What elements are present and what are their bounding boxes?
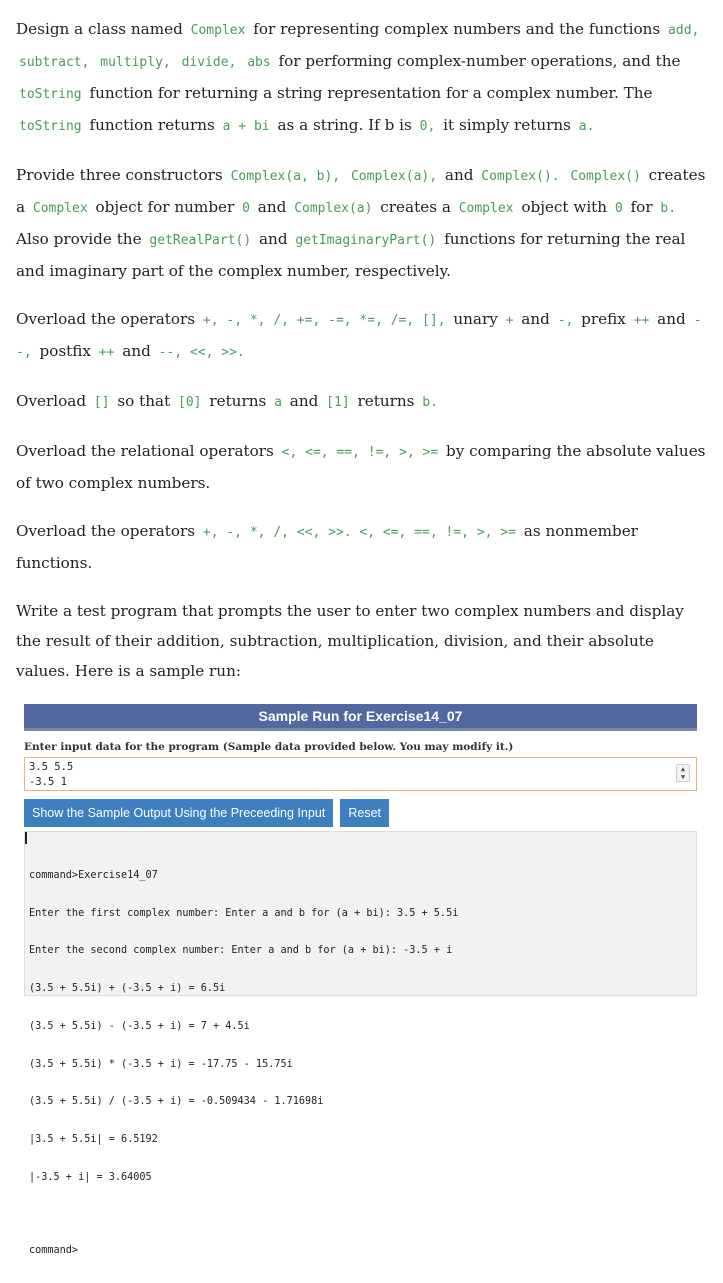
spinner-icon[interactable]: ▲ ▼ bbox=[676, 764, 690, 782]
code-token: ++ bbox=[98, 345, 115, 360]
text: and bbox=[516, 310, 555, 328]
text: Design a class named bbox=[16, 20, 188, 38]
input-line: -3.5 1 bbox=[29, 776, 67, 788]
code-token: a + bi bbox=[222, 119, 270, 134]
code-token: b. bbox=[660, 201, 677, 216]
code-token: b. bbox=[422, 395, 438, 410]
text: and bbox=[440, 166, 479, 184]
code-token: 0, bbox=[419, 119, 436, 134]
code-token: Complex() bbox=[570, 169, 641, 184]
text: function returns bbox=[84, 116, 220, 134]
code-token: Complex bbox=[190, 23, 246, 38]
text: functions for returning the real and imaginary part of the complex number, respectively. bbox=[16, 230, 686, 280]
text: Provide three constructors bbox=[16, 166, 228, 184]
text: object with bbox=[516, 198, 612, 216]
code-token: getImaginaryPart() bbox=[295, 233, 437, 248]
button-row bbox=[24, 799, 697, 827]
text: for bbox=[625, 198, 658, 216]
code-token: Complex(a), bbox=[350, 169, 438, 184]
code-token: 0 bbox=[242, 201, 250, 216]
input-line: 3.5 5.5 bbox=[29, 761, 74, 773]
code-token: multiply, bbox=[100, 55, 171, 70]
paragraph-constructors bbox=[16, 160, 707, 286]
code-token: toString bbox=[19, 87, 82, 102]
code-token: subtract, bbox=[19, 55, 90, 70]
input-hint: Enter input data for the program (Sample data provided below. You may modify it.) bbox=[24, 741, 514, 753]
output-line: (3.5 + 5.5i) + (-3.5 + i) = 6.5i bbox=[29, 983, 226, 995]
code-token: + bbox=[505, 313, 514, 328]
code-token: divide, bbox=[181, 55, 237, 70]
text: for representing complex numbers and the functions bbox=[248, 20, 666, 38]
code-token: ++ bbox=[633, 313, 650, 328]
text: and bbox=[117, 342, 156, 360]
code-token: Complex(). bbox=[481, 169, 560, 184]
input-data-textarea[interactable] bbox=[24, 757, 697, 791]
sample-run-title: Sample Run for Exercise14_07 bbox=[24, 704, 697, 731]
text: as a string. If b is bbox=[272, 116, 417, 134]
code-token: abs bbox=[247, 55, 271, 70]
code-token: 0 bbox=[614, 201, 623, 216]
paragraph-overload-index bbox=[16, 386, 707, 418]
code-token: getRealPart() bbox=[149, 233, 252, 248]
code-token: <, <=, ==, !=, >, >= bbox=[281, 445, 439, 460]
code-token: Complex bbox=[458, 201, 514, 216]
output-line: |3.5 + 5.5i| = 6.5192 bbox=[29, 1134, 158, 1146]
output-gap bbox=[29, 1210, 692, 1220]
paragraph-nonmember-operators bbox=[16, 516, 707, 578]
paragraph-overload-operators bbox=[16, 304, 707, 368]
output-line: (3.5 + 5.5i) / (-3.5 + i) = -0.509434 - 1.71698i bbox=[29, 1096, 324, 1108]
output-line: (3.5 + 5.5i) - (-3.5 + i) = 7 + 4.5i bbox=[29, 1020, 250, 1032]
text: creates a bbox=[16, 166, 706, 216]
text: prefix bbox=[576, 310, 631, 328]
code-token: +, -, *, /, +=, -=, *=, /=, [], bbox=[202, 313, 446, 328]
paragraph-class-description bbox=[16, 14, 707, 142]
text: object for number bbox=[90, 198, 240, 216]
text: unary bbox=[448, 310, 503, 328]
text: function for returning a string representation for a complex number. The bbox=[84, 84, 653, 102]
code-token: +, -, *, /, <<, >>. <, <=, ==, !=, >, >= bbox=[202, 525, 516, 540]
code-token: add, bbox=[668, 23, 700, 38]
sample-run-panel bbox=[24, 704, 697, 1256]
output-line: command>Exercise14_07 bbox=[29, 869, 158, 881]
text: it simply returns bbox=[438, 116, 576, 134]
text: and bbox=[284, 392, 324, 410]
text: Overload the operators bbox=[16, 310, 200, 328]
code-token: toString bbox=[19, 119, 82, 134]
text: returns bbox=[352, 392, 420, 410]
code-token: Complex(a, b), bbox=[230, 169, 341, 184]
prompt-line: command> bbox=[29, 1245, 79, 1256]
code-token: Complex bbox=[32, 201, 88, 216]
text: and bbox=[652, 310, 691, 328]
code-token: --, bbox=[16, 313, 702, 360]
text: Write a test program that prompts the user to enter two complex numbers and display the result of their addition, subtraction, multiplication, division, and their absolute values. Here is a sample run: bbox=[16, 602, 684, 680]
code-token: a bbox=[274, 395, 282, 410]
output-line: (3.5 + 5.5i) * (-3.5 + i) = -17.75 - 15.75i bbox=[29, 1058, 293, 1070]
code-token: --, <<, >>. bbox=[158, 345, 245, 360]
text: creates a bbox=[375, 198, 456, 216]
text: postfix bbox=[34, 342, 96, 360]
code-token: [1] bbox=[326, 395, 350, 410]
text: Overload the relational operators bbox=[16, 442, 279, 460]
output-line: Enter the second complex number: Enter a and b for (a + bi): -3.5 + i bbox=[29, 945, 453, 957]
console-output bbox=[24, 831, 697, 1256]
text: as nonmember functions. bbox=[16, 522, 638, 572]
paragraph-test-program bbox=[16, 596, 707, 686]
text: so that bbox=[112, 392, 176, 410]
paragraph-relational-operators bbox=[16, 436, 707, 498]
show-sample-output-button[interactable]: Show the Sample Output Using the Preceeding Input bbox=[24, 799, 333, 827]
text: Overload the operators bbox=[16, 522, 200, 540]
text-cursor bbox=[25, 832, 27, 844]
code-token: -, bbox=[557, 313, 574, 328]
text: for performing complex-number operations, and the bbox=[273, 52, 681, 70]
code-token: Complex(a) bbox=[294, 201, 373, 216]
text: Overload bbox=[16, 392, 91, 410]
text: returns bbox=[204, 392, 272, 410]
reset-button[interactable]: Reset bbox=[340, 799, 389, 827]
text: by comparing the absolute values of two complex numbers. bbox=[16, 442, 706, 492]
text: and bbox=[252, 198, 292, 216]
code-token: a. bbox=[578, 119, 595, 134]
output-line: Enter the first complex number: Enter a and b for (a + bi): 3.5 + 5.5i bbox=[29, 907, 459, 919]
output-line: |-3.5 + i| = 3.64005 bbox=[29, 1172, 152, 1184]
text: and bbox=[254, 230, 293, 248]
code-token: [0] bbox=[178, 395, 202, 410]
text: Also provide the bbox=[16, 230, 147, 248]
code-token: [] bbox=[93, 395, 110, 410]
